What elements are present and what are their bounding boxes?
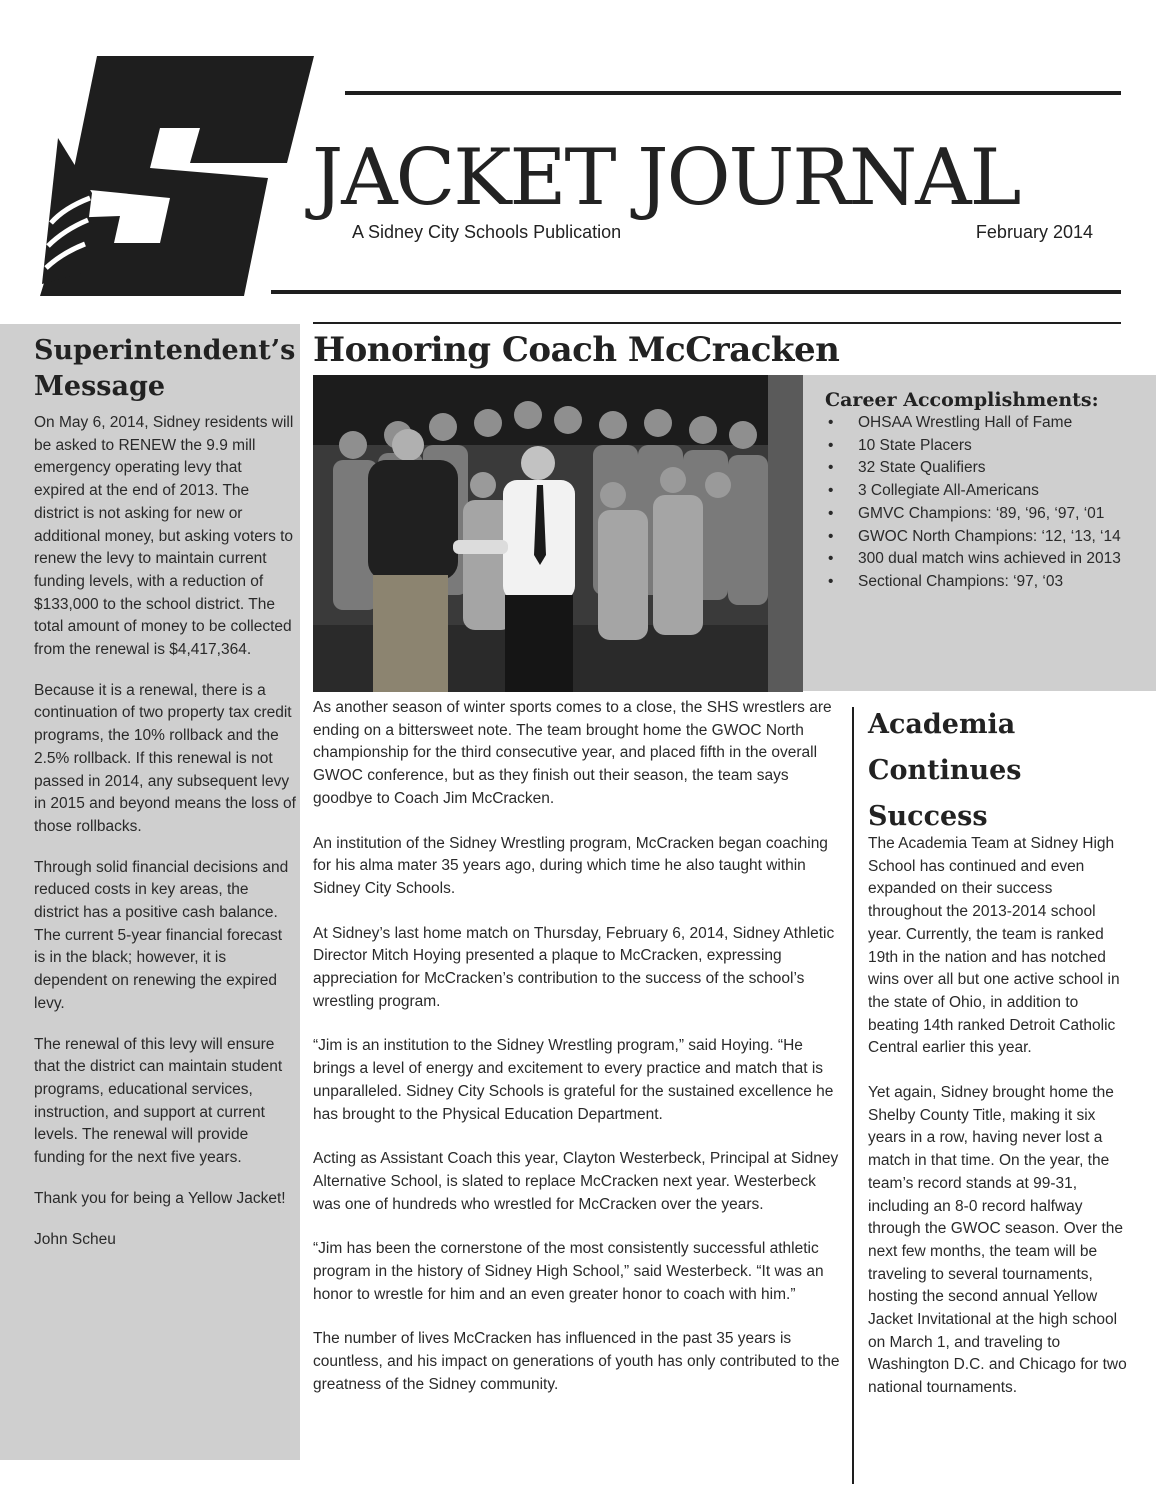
list-item-text: 32 State Qualifiers (858, 459, 986, 477)
academia-paragraph: Yet again, Sidney brought home the Shelby County Title, making it six years in a row, having never lost a match in that time. On the year, the team’s record stands at 99-31, including an 8-0 record halfway through the GWOC season. Over the next few months, the team will be traveling to several tournaments, hosting the second annual Yellow Jacket Invitational at the high school on March 1, and traveling to Washington D.C. and Chicago for two national tournaments. (868, 1084, 1127, 1397)
career-accomplishments-title: Career Accomplishments: (825, 389, 1099, 411)
main-paragraph: “Jim has been the cornerstone of the most consistently successful athletic program in the history of Sidney High School,” said Westerbeck. “It was an honor to wrestle for him and an even greater honor to coach with him.” (313, 1240, 824, 1303)
list-item (828, 571, 1148, 594)
academia-paragraph: The Academia Team at Sidney High School has continued and even expanded on their success throughout the 2013-2014 school year. Currently, the team is ranked 19th in the nation and has notched wins over all but one active school in the state of Ohio, in addition to beating 14th ranked Detroit Catholic Central earlier this year. (868, 835, 1120, 1057)
list-item (828, 503, 1148, 526)
masthead-bottom-rule (271, 290, 1121, 294)
list-item-text: Sectional Champions: ‘97, ‘03 (858, 572, 1064, 590)
sidebar-signature: John Scheu (34, 1230, 116, 1248)
sidebar-paragraph: The renewal of this levy will ensure that the district can maintain student programs, educational services, instruction, and support at current levels. The renewal will provide funding for the next five years. (34, 1035, 283, 1167)
superintendent-message (34, 412, 296, 1269)
sidebar-paragraph: On May 6, 2014, Sidney residents will be asked to RENEW the 9.9 mill emergency operating levy that expired at the end of 2013. The district is not asking for new or additional money, but asking voters to renew the levy to maintain current funding levels, with a reduction of $133,000 to the school district. The total amount of money to be collected from the renewal is $4,417,364. (34, 414, 294, 659)
bullet-icon: • (828, 550, 834, 568)
publication-subtitle: A Sidney City Schools Publication (352, 222, 622, 242)
main-paragraph: An institution of the Sidney Wrestling program, McCracken began coaching for his alma mater 35 years ago, during which time he also taught within Sidney City Schools. (313, 834, 828, 897)
academia-heading: Academia Continues Success (868, 709, 1022, 832)
sidney-s-logo (22, 48, 322, 300)
main-paragraph: At Sidney’s last home match on Thursday, February 6, 2014, Sidney Athletic Director Mitch Hoying presented a plaque to McCracken, expressing appreciation for McCracken’s contribution to the success of the school’s wrestling program. (313, 924, 835, 1010)
sidebar-paragraph: Through solid financial decisions and reduced costs in key areas, the district has a positive cash balance. The current 5-year financial forecast is in the black; however, it is dependent on renewing the expired levy. (34, 858, 289, 1012)
list-item-text: 10 State Placers (858, 436, 972, 454)
main-paragraph: Acting as Assistant Coach this year, Clayton Westerbeck, Principal at Sidney Alternative School, is slated to replace McCracken next year. Westerbeck was one of hundreds who wrestled for McCracken over the years. (313, 1150, 839, 1213)
main-article-heading: Honoring Coach McCracken (313, 330, 840, 370)
list-item-text: GMVC Champions: ‘89, ‘96, ‘97, ‘01 (858, 504, 1105, 522)
bullet-icon: • (828, 527, 834, 545)
bullet-icon: • (828, 414, 834, 431)
academia-article-body (868, 833, 1130, 1422)
list-item-text: OHSAA Wrestling Hall of Fame (858, 414, 1073, 431)
article-top-rule (313, 322, 1121, 324)
masthead-top-rule (345, 91, 1121, 95)
bullet-icon: • (828, 459, 834, 477)
list-item-text: GWOC North Champions: ‘12, ‘13, ‘14 (858, 527, 1121, 545)
list-item (828, 457, 1148, 480)
main-paragraph: The number of lives McCracken has influenced in the past 35 years is countless, and his impact on generations of youth has only contributed to the greatness of the Sidney community. (313, 1330, 840, 1393)
list-item (828, 412, 1148, 435)
list-item (828, 435, 1148, 458)
sidebar-paragraph: Because it is a renewal, there is a continuation of two property tax credit programs, the 10% rollback and the 2.5% rollback. If this renewal is not passed in 2014, any subsequent levy in 2015 and beyond means the loss of those rollbacks. (34, 681, 296, 835)
main-paragraph: “Jim is an institution to the Sidney Wrestling program,” said Hoying. “He brings a level of energy and excitement to every practice and match that is unparalleled. Sidney City Schools is grateful for the sustained excellence he has brought to the Physical Education Department. (313, 1037, 834, 1123)
publication-title: JACKET JOURNAL (312, 133, 1020, 223)
list-item (828, 480, 1148, 503)
wrestling-team-photo (313, 375, 803, 692)
issue-date: February 2014 (975, 222, 1093, 242)
list-item (828, 548, 1148, 571)
list-item-text: 3 Collegiate All-Americans (858, 482, 1039, 500)
academia-divider (852, 707, 854, 1484)
main-article-body (313, 697, 843, 1419)
bullet-icon: • (828, 504, 834, 522)
bullet-icon: • (828, 436, 834, 454)
bullet-icon: • (828, 482, 834, 500)
superintendent-heading: Superintendent’s Message (34, 335, 296, 402)
main-paragraph: As another season of winter sports comes to a close, the SHS wrestlers are ending on a bittersweet note. The team brought home the GWOC North championship for the third consecutive year, and placed fifth in the overall GWOC conference, but as they finish out their season, the team says goodbye to Coach Jim McCracken. (313, 699, 832, 807)
list-item (828, 526, 1148, 549)
career-accomplishments-list (828, 412, 1148, 594)
bullet-icon: • (828, 572, 834, 590)
list-item-text: 300 dual match wins achieved in 2013 (858, 550, 1121, 568)
sidebar-paragraph: Thank you for being a Yellow Jacket! (34, 1189, 286, 1207)
